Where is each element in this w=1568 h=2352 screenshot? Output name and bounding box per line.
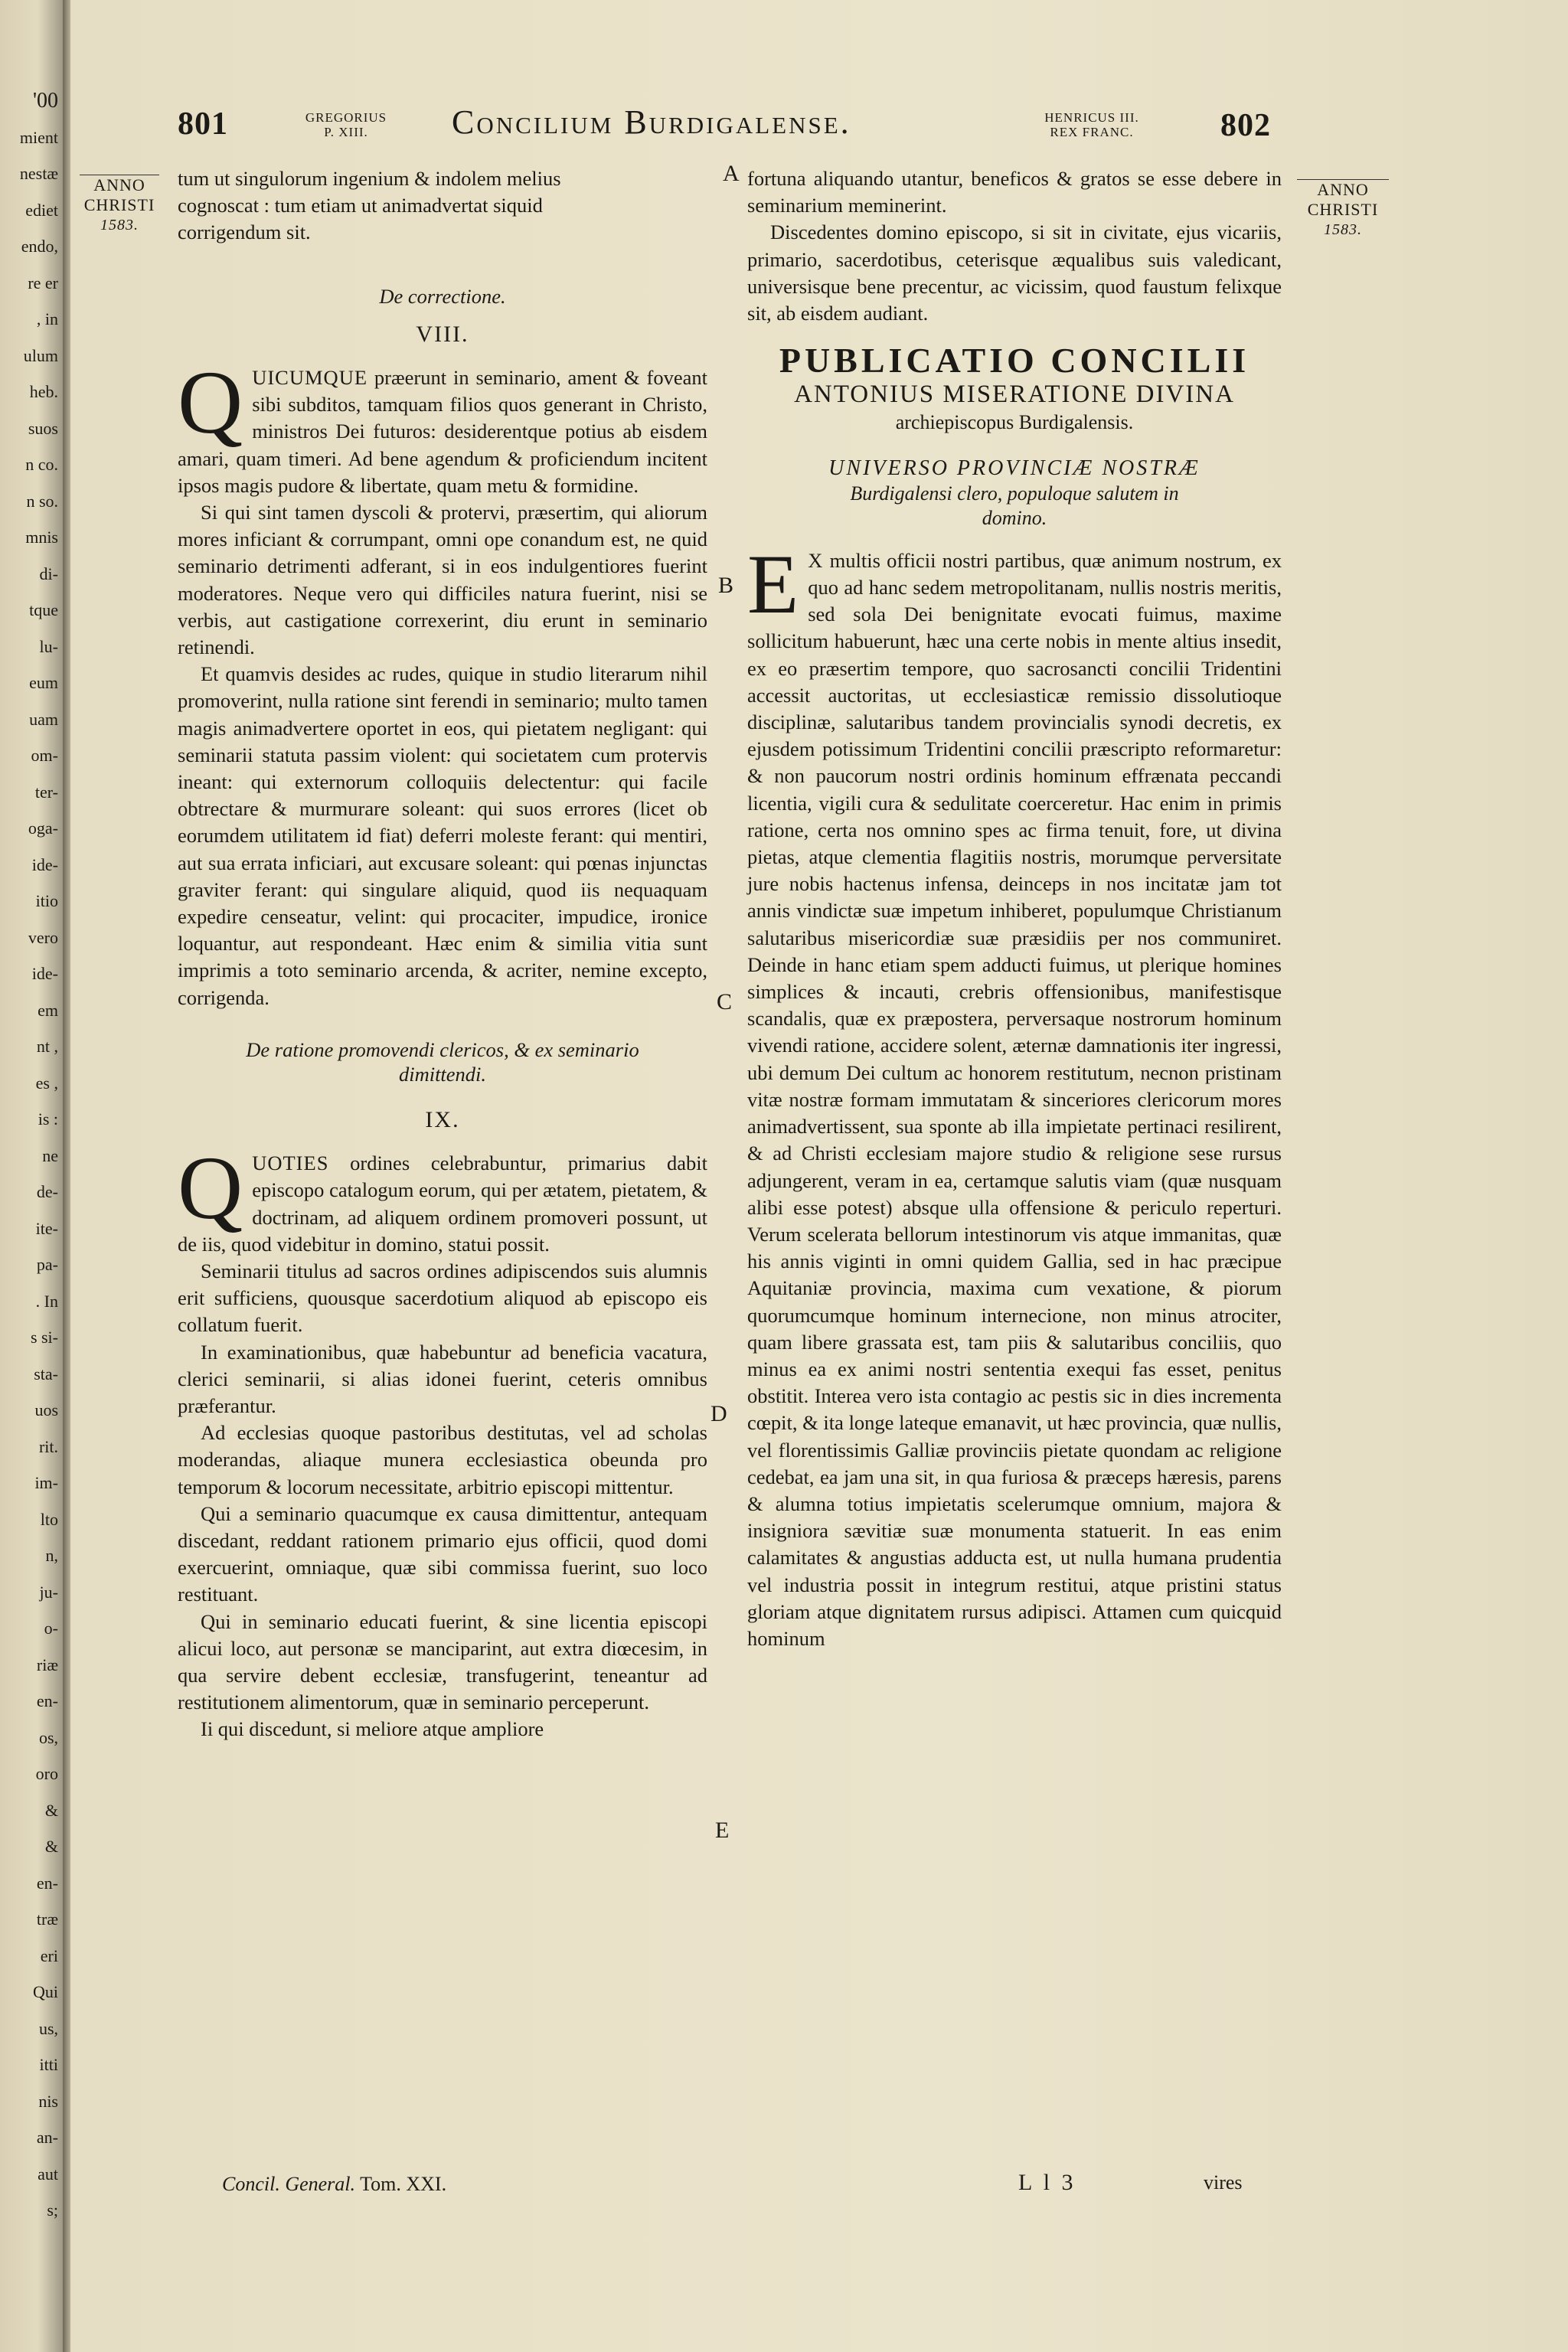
paragraph-text: ordines celebrabuntur, primarius dabit episcopo catalogum eorum, qui per ætatem, pietatem, & doctrinam, ad aliquem ordinem promoveri possunt, ut de iis, quod videbitur in domino, statui possit. xyxy=(178,1152,707,1256)
section-number-viii: VIII. xyxy=(416,321,469,347)
gutter-fragment: ide- xyxy=(31,964,58,983)
paragraph-text: multis officii nostri partibus, quæ animum nostrum, ex quo ad hanc sedem metropolitanam, nullis nostris meritis, sed sola Dei benignitate evocati fuimus, maxime sollicitum habuerunt, hæc una certe nobis in mente altius insedit, ex eo præsertim tempore, quo sacrosancti concilii Tridentini accessit auctoritas, ut ecclesiasticæ remissio dissolutioque disciplinæ, salutaribus tandem provincialis synodi decretis, ex ejusdem potissimum Tridentini concilii præscripto reformaretur: & non paucorum nostri ordinis hominum effrænata peccandi licentia, vigili cura & sedulitate coerceretur. Hac enim in primis ratione, certa nos omnino spes ac firma tenuit, fore, ut divina pietas, atque clementia flagitiis nostris, morumque perversitate jure nobis hactenus infensa, deinceps in nos incitatæ jam tot annis vindictæ suæ impetum inhiberet, populumque Christianum salutaribus misericordiæ suæ præsidiis per nos communiret. Deinde in hanc etiam spem adducti fuimus, ut plerique homines simplices & incauti, crebris offensionibus, manifestisque scandalis, quæ ex præpostera, perversaque nostrorum hominum vivendi ratione, accidere solent, æternæ damnationis iter ingressi, ubi demum Dei cultum ac honorem restitutum, necnon pristinam vitæ nostræ formam immutatam & sinceriores clericorum mores animadvertissent, sua sponte ab illa impietate pertinaci resilirent, & ad Christi ecclesiam majore studio & religione sese rursus adjungerent, veram in ea, certamque salutis viam (quæ nusquam alibi esse potest) absque ulla offensione & periculo reperturi. Verum scelerata bellorum intestinorum vis atque immanitas, quæ his annis viginti in omni quidem Gallia, sed in hac præcipue Aquitaniæ provincia, maxima cum vexatione, & piorum quorumcumque hominum internecione, non minus atrociter, quam libere grassata est, tam piis & salutaribus conciliis, quo minus ea ex animi nostri sententia exequi fas esset, penitus obstitit. Interea vero ista contagio ac pestis sic in dies incrementa cœpit, & ita longe lateque emanavit, ut hæc provincia, quæ nullis, vel florentissimis Galliæ provinciis pietate quondam ac religione cedebat, ea jam una sit, in qua furiosa & præceps hæresis, parens & alumna totius impietatis scelerumque omnium, majora & insigniora sævitiæ suæ monumenta statuerit. In eas enim calamitates & angustias adducta est, ut nulla humana prudentia vel industria possit in integrum restitui, atque pristini status gloriam atque dignitatem rursus adipisci. Attamen cum quicquid hominum xyxy=(747,548,1282,1650)
gutter-fragment: ter- xyxy=(34,782,58,802)
gutter-fragment: de- xyxy=(36,1182,58,1201)
paragraph: Qui in seminario educati fuerint, & sine licentia episcopi alicui loco, aut personæ se manciparint, aut extra diœcesim, in qua servire debent ecclesiæ, transfugerint, teneantur ad restitutionem alimentorum, quæ in seminario perceperunt. xyxy=(178,1609,707,1714)
footer-tome: Tom. XXI. xyxy=(360,2173,447,2195)
gutter-fragment: eri xyxy=(40,1945,58,1965)
paragraph: Qui a seminario quacumque ex causa dimittentur, antequam discedant, reddant rationem primario ejus officii, quod domi exercuerint, omniaque, quæ sibi commissa fuerint, suo loco restituant. xyxy=(178,1501,707,1606)
anno-christi-left xyxy=(80,175,159,235)
gutter-fragment: rit. xyxy=(38,1436,58,1456)
gutter-fragment: om- xyxy=(31,746,58,765)
gutter-fragment: en- xyxy=(36,1691,58,1710)
intro-line: cognoscat : tum etiam ut animadvertat siquid xyxy=(178,194,543,217)
gutter-fragment: heb. xyxy=(29,382,58,401)
gutter-fragment: lto xyxy=(40,1509,58,1529)
gutter-fragment: ediet xyxy=(25,200,58,220)
intro-line: tum ut singulorum ingenium & indolem melius xyxy=(178,167,561,190)
gutter-fragment: es , xyxy=(35,1073,58,1093)
gutter-fragment: o- xyxy=(44,1619,58,1638)
paragraph: Si qui sint tamen dyscoli & protervi, præsertim, qui aliorum mores inficiant & corrumpant, omni ope conandum est, ne quid seminario detrimenti adferant, si in eos indulgentiores fuerint moderatores. Neque vero qui difficiles natura fuerint, nisi se verbis, aut castigatione correxerint, diu erunt in seminario retinendi. xyxy=(178,501,707,659)
gutter-fragment: us, xyxy=(38,2018,58,2038)
gutter-fragment: an- xyxy=(36,2128,58,2147)
gutter-fragment: ite- xyxy=(35,1218,58,1238)
gutter-fragment: Qui xyxy=(33,1982,58,2001)
gutter-fragment: eum xyxy=(29,673,58,692)
title-line: De ratione promovendi clericos, & ex seminario xyxy=(246,1037,639,1061)
gutter-fragment: nestæ xyxy=(19,164,58,183)
gutter-fragment: . In xyxy=(35,1291,58,1311)
gutter-fragment: nt , xyxy=(36,1037,58,1056)
address-line-2: domino. xyxy=(982,506,1047,529)
paragraph: Ii qui discedunt, si meliore atque ampliore xyxy=(201,1717,544,1741)
gutter-fragment: re er xyxy=(28,273,58,292)
margin-letter-c: C xyxy=(717,989,733,1014)
king-header xyxy=(1031,110,1153,156)
gutter-fragment: sta- xyxy=(34,1364,58,1383)
margin-letter-b: B xyxy=(718,573,734,598)
anno-year: 1583. xyxy=(1324,221,1362,238)
christi-label: CHRISTI xyxy=(1307,200,1379,219)
paragraph xyxy=(747,537,1282,1652)
page-number-right: 802 xyxy=(1220,108,1271,143)
christi-label: CHRISTI xyxy=(83,195,155,214)
catchword: vires xyxy=(1204,2171,1243,2194)
paragraph: Et quamvis desides ac rudes, quique in studio literarum nihil promoverint, nulla ratione sint ferendi in seminario; multo tamen magis animadvertere oportet in eos, qui pietatem negligant: qui seminarii statuta passim violent: qui societatem cum protervis ineant: qui externorum colloquiis delectentur: qui facile obtrectare & murmurare soleant: qui suos errores (licet ob eorumdem utilitatem id fiat) deferri moleste ferant: qui mentiri, aut sua errata inficiari, aut excusare soleant: qui pœnas injunctas graviter ferant: qui singulare aliquid, quod iis nequaquam expedire censeatur, velint: qui procaciter, impudice, ironice loquantur, aut respondeant. Hæc enim & similia vitia sunt imprimis a toto seminario arcenda, & acriter, nemine excepto, corrigenda. xyxy=(178,662,707,1009)
gutter-fragment: en- xyxy=(36,1873,58,1893)
publication-subtitle: ANTONIUS MISERATIONE DIVINA xyxy=(794,381,1235,409)
footer-concil: Concil. General. xyxy=(222,2173,356,2195)
publication-title: PUBLICATIO CONCILII xyxy=(779,341,1250,381)
anno-label: ANNO xyxy=(80,175,159,195)
gutter-fragment: træ xyxy=(36,1909,58,1929)
cap-word: X xyxy=(808,548,824,572)
paragraph: Discedentes domino episcopo, si sit in civitate, ejus vicariis, primario, sacerdotibus, ceterisque æqualibus suis valedicant, universisque bene precentur, ac vicissim, quod faustum felixque sit, ab eisdem audiant. xyxy=(747,220,1282,325)
paragraph xyxy=(178,1138,707,1258)
gutter-fragment: s; xyxy=(47,2200,58,2220)
gutter-fragment: pa- xyxy=(36,1255,58,1274)
address-heading: UNIVERSO PROVINCIÆ NOSTRÆ xyxy=(828,456,1200,480)
running-title: Concilium Burdigalense. xyxy=(452,103,851,141)
gutter-fragment: ide- xyxy=(31,854,58,874)
drop-cap: Q xyxy=(178,352,243,453)
pope-number: P. XIII. xyxy=(324,125,368,139)
gutter-fragment: suos xyxy=(28,418,58,438)
left-column xyxy=(178,165,707,1743)
gutter-fragment: tque xyxy=(29,600,58,619)
intro-line: corrigendum sit. xyxy=(178,220,311,244)
pope-header xyxy=(300,110,392,156)
king-title: REX FRANC. xyxy=(1050,125,1134,139)
paragraph: In examinationibus, quæ habebuntur ad beneficia vacatura, clerici seminarii, si alias idonei fuerint, ceteris omnibus præferantur. xyxy=(178,1340,707,1417)
gutter-fragment: uam xyxy=(29,709,58,729)
gutter-fragment: , in xyxy=(36,309,58,328)
gutter-fragment: lu- xyxy=(39,636,58,656)
section-title-promovendi xyxy=(178,1037,707,1086)
margin-letter-e: E xyxy=(715,1818,730,1843)
gutter-fragment: nis xyxy=(38,2091,58,2111)
gutter-fragment: itti xyxy=(39,2055,58,2074)
gutter-fragment: & xyxy=(44,1837,58,1856)
paragraph xyxy=(178,352,708,499)
gutter-fragment: & xyxy=(44,1800,58,1820)
gutter-fragment: s si- xyxy=(30,1328,58,1347)
right-column xyxy=(747,165,1282,1652)
anno-label: ANNO xyxy=(1297,179,1389,200)
signature-mark: L l 3 xyxy=(1018,2170,1076,2195)
gutter-fragment: mnis xyxy=(25,528,58,547)
gutter-fragment: is : xyxy=(38,1109,58,1129)
gutter-fragment: endo, xyxy=(21,237,58,256)
anno-christi-right xyxy=(1297,179,1389,240)
gutter-fragment: oro xyxy=(35,1764,58,1783)
title-line: dimittendi. xyxy=(398,1062,487,1086)
pope-name: GREGORIUS xyxy=(305,110,387,125)
paragraph-text: præerunt in seminario, ament & foveant sibi subditos, tamquam filios quos generant in Christo, ministros Dei futuros: desiderentque potius ab eisdem amari, quam timeri. Ad bene agendum & proficiendum incitent ipsos magis pudore & libertate, quam metu & formidine. xyxy=(178,366,708,497)
cap-word: UOTIES xyxy=(252,1152,329,1175)
margin-letter-d: D xyxy=(710,1401,727,1426)
paragraph: Ad ecclesias quoque pastoribus destitutas, vel ad scholas moderandas, aliaque munera ecclesiastica obeunda pro temporum & locorum necessitate, arbitrio episcopi mittentur. xyxy=(178,1421,707,1498)
anno-year: 1583. xyxy=(100,217,139,234)
gutter-fragment: aut xyxy=(38,2164,58,2184)
paragraph: Seminarii titulus ad sacros ordines adipiscendos suis alumnis erit sufficiens, quousque sacerdotium aliquod ab episcopo eis collatum fuerit. xyxy=(178,1259,707,1337)
gutter-fragment: os, xyxy=(38,1727,58,1747)
paragraph: fortuna aliquando utantur, beneficos & gratos se esse debere in seminarium meminerint. xyxy=(747,167,1282,217)
address-line-1: Burdigalensi clero, populoque salutem in xyxy=(850,482,1179,505)
page-fold xyxy=(63,0,70,2352)
gutter-fragment: n, xyxy=(45,1546,58,1565)
section-title-correctione: De correctione. xyxy=(379,284,506,308)
gutter-fragment: oga- xyxy=(28,818,58,838)
gutter-fragment: ulum xyxy=(23,345,58,365)
address-line xyxy=(747,482,1282,531)
drop-cap: Q xyxy=(178,1138,243,1239)
gutter-fragment: uos xyxy=(34,1400,58,1419)
gutter-fragment: em xyxy=(38,1000,58,1020)
gutter-fragment: riæ xyxy=(36,1655,58,1674)
publication-subtitle-2: archiepiscopus Burdigalensis. xyxy=(895,411,1134,434)
footer-left xyxy=(222,2173,446,2196)
gutter-fragment: di- xyxy=(39,564,58,583)
drop-cap: E xyxy=(747,537,799,631)
gutter-fragment: n co. xyxy=(25,455,58,474)
gutter-fragment: im- xyxy=(34,1473,58,1492)
previous-page-margin xyxy=(0,0,63,2352)
section-number-ix: IX. xyxy=(425,1106,460,1132)
gutter-fragment: mient xyxy=(19,127,58,147)
gutter-fragment: ju- xyxy=(39,1582,58,1602)
gutter-fragment: ne xyxy=(42,1145,58,1165)
gutter-fragment: '00 xyxy=(32,89,58,113)
gutter-fragment: vero xyxy=(28,927,58,947)
page-number-left: 801 xyxy=(178,106,228,142)
king-name: HENRICUS III. xyxy=(1044,110,1139,125)
gutter-fragment: itio xyxy=(35,891,58,910)
cap-word: UICUMQUE xyxy=(252,366,368,390)
gutter-fragment: n so. xyxy=(26,491,58,511)
margin-letter-a: A xyxy=(723,161,740,186)
